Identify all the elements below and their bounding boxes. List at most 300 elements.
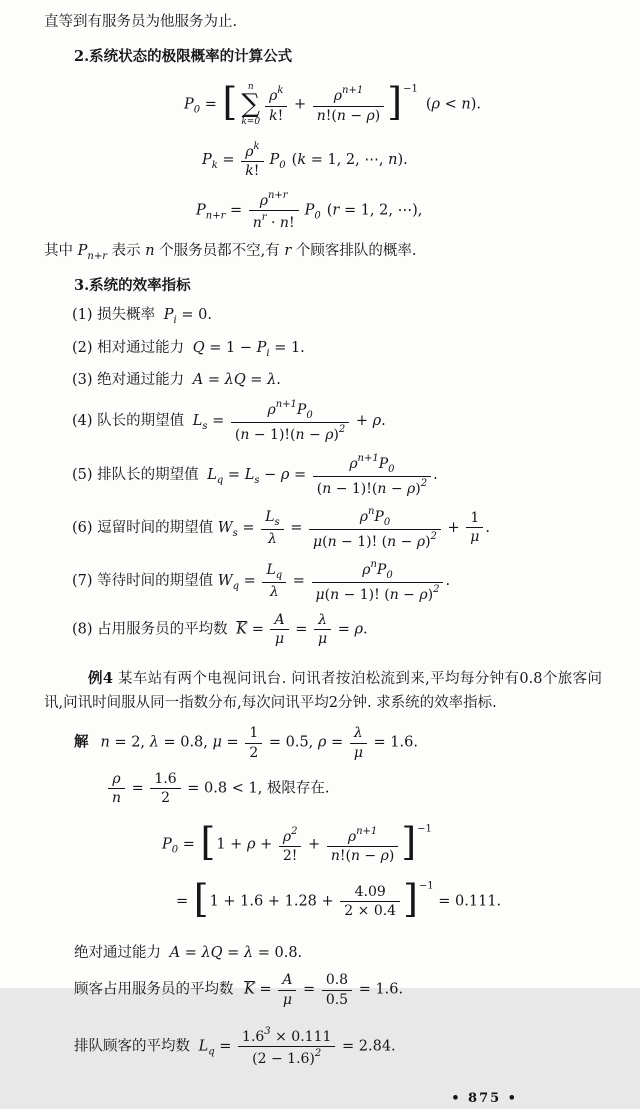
math-summation — [241, 82, 260, 127]
math-text: 排队顾客的平均数 — [74, 1038, 195, 1055]
math-variable: ρ — [347, 828, 357, 845]
math-subscript: 0 — [383, 516, 391, 528]
math-text: 1.6 — [154, 770, 177, 787]
math-variable: λ — [267, 530, 277, 547]
math-variable: ρ — [280, 466, 290, 483]
math-variable: n — [350, 847, 360, 864]
math-text: (6) 逗留时间的期望值 — [72, 519, 218, 536]
math-variable: μ — [282, 991, 292, 1008]
math-text: + — [303, 836, 325, 853]
math-text: 0.5 — [325, 991, 349, 1008]
math-fraction — [259, 508, 285, 548]
math-text: = 1 − — [204, 339, 257, 356]
math-denominator — [231, 423, 349, 444]
math-subscript: i — [266, 347, 270, 359]
math-fraction — [320, 971, 354, 1008]
section-2-heading: 2.系统状态的极限概率的计算公式 — [74, 48, 293, 66]
math-variable: n — [330, 847, 340, 864]
math-variable: n — [388, 152, 398, 169]
math-text: = — [222, 945, 244, 962]
math-variable: ρ — [325, 427, 334, 444]
math-denominator — [322, 991, 352, 1009]
math-text: = — [221, 735, 244, 752]
pnr-explanation-line — [44, 241, 602, 265]
math-variable: ρ — [354, 621, 363, 638]
math-bracket-exponent: −1 — [403, 83, 418, 95]
sigma-symbol: ∑ — [241, 89, 260, 120]
solve-label: 解 — [74, 734, 89, 752]
math-variable: n — [322, 480, 332, 497]
math-variable: λ — [318, 612, 327, 629]
math-numerator — [279, 825, 302, 847]
math-superscript: 2 — [338, 424, 346, 436]
math-subscript: 0 — [386, 569, 393, 581]
math-text: 个顾客排队的概率. — [291, 242, 417, 259]
math-text: + — [289, 96, 311, 113]
math-subscript: q — [208, 1046, 215, 1058]
math-superscript: k — [253, 141, 260, 153]
math-variable: k — [269, 107, 278, 124]
math-variable: λ — [149, 735, 159, 752]
math-denominator — [340, 902, 400, 920]
math-overline-variable: $\overline{K}$ — [244, 982, 255, 999]
math-denominator — [314, 630, 331, 648]
math-denominator — [309, 530, 441, 551]
efficiency-item-2 — [44, 338, 602, 362]
math-numerator — [245, 724, 262, 743]
math-text: = 2.84. — [337, 1038, 396, 1055]
math-text: = — [247, 621, 269, 638]
math-numerator — [350, 724, 367, 743]
math-text: × 0.111 — [270, 1028, 332, 1045]
math-variable: L — [244, 466, 255, 483]
math-variable: ρ — [362, 561, 371, 578]
math-fraction — [236, 1025, 337, 1068]
math-text: − — [359, 847, 381, 864]
math-variable: n — [377, 480, 387, 497]
math-fraction — [310, 558, 446, 604]
math-denominator — [270, 630, 288, 648]
example-4-label: 例4 — [88, 669, 113, 687]
math-variable: P — [77, 242, 88, 259]
math-variable: ρ — [416, 533, 426, 550]
math-fraction — [348, 724, 369, 761]
math-denominator — [261, 530, 283, 548]
math-text: = — [290, 621, 312, 638]
math-numerator — [466, 509, 483, 528]
math-fraction — [263, 84, 289, 124]
math-fraction — [148, 770, 182, 807]
math-subscript: 0 — [314, 210, 321, 222]
math-left-bracket: [ — [193, 877, 209, 922]
math-variable: k — [245, 163, 254, 180]
math-text: (2) 相对通过能力 — [72, 339, 189, 356]
math-text: ) — [388, 847, 395, 864]
efficiency-item-1 — [44, 305, 602, 329]
math-variable: μ — [470, 529, 480, 546]
math-numerator — [340, 883, 400, 902]
efficiency-item-6 — [44, 505, 602, 551]
math-variable: λ — [269, 583, 279, 600]
math-text: 1.6 — [242, 1028, 265, 1045]
math-text: 0.8 — [325, 972, 349, 989]
math-variable: P — [376, 561, 387, 578]
math-denominator — [279, 847, 302, 865]
math-variable: P — [162, 836, 172, 853]
page-number: • 875 • — [451, 1091, 518, 1107]
math-variable: ρ — [333, 88, 343, 105]
math-superscript: 2 — [420, 477, 428, 489]
math-subscript: 0 — [171, 844, 179, 856]
limit-existence-check — [44, 770, 602, 807]
math-variable: P — [378, 455, 389, 472]
math-text: ! — [288, 214, 295, 231]
math-variable: ρ — [407, 480, 416, 497]
math-variable: ρ — [359, 508, 368, 525]
p0-calculation-line-1 — [44, 817, 602, 872]
math-subscript: s — [274, 516, 280, 528]
math-denominator — [265, 107, 287, 125]
math-fraction — [312, 611, 333, 648]
math-variable: ρ — [366, 107, 375, 124]
math-text: 4.09 — [354, 884, 386, 901]
math-variable: ρ — [246, 836, 256, 853]
math-subscript: s — [232, 527, 238, 539]
math-fraction — [229, 398, 351, 444]
math-numerator — [262, 561, 286, 583]
math-subscript: 0 — [279, 160, 286, 172]
math-text: ( — [316, 480, 323, 497]
math-variable: λQ — [224, 372, 246, 389]
math-fraction — [260, 561, 288, 601]
math-denominator — [312, 583, 444, 604]
math-text: + — [255, 836, 277, 853]
math-fraction — [243, 724, 264, 761]
math-variable: n — [330, 586, 340, 603]
math-text: ). — [470, 96, 482, 113]
math-text: = — [288, 573, 310, 590]
math-fraction — [276, 971, 298, 1008]
formula-pk-definition — [44, 140, 602, 180]
math-fraction — [247, 189, 301, 232]
math-variable: P — [269, 152, 280, 169]
math-text: − 1)! ( — [336, 533, 388, 550]
math-text: = — [180, 945, 202, 962]
math-numerator — [312, 558, 444, 583]
math-text: ) — [427, 586, 434, 603]
math-variable: λ — [353, 725, 363, 742]
math-text: (2 − 1.6) — [252, 1050, 315, 1067]
math-variable: r — [332, 202, 340, 219]
efficiency-item-8 — [44, 611, 602, 648]
math-text: ) — [374, 107, 381, 124]
math-fraction — [268, 611, 290, 648]
math-text: = — [178, 836, 200, 853]
math-text: (7) 等待时间的期望值 — [72, 573, 218, 590]
math-variable: n — [295, 427, 305, 444]
math-bracket-exponent: −1 — [418, 880, 434, 892]
kbar-result — [44, 971, 602, 1008]
example-4-body: 某车站有两个电视问讯台. 问讯者按泊松流到来,平均每分钟有0.8个旅客问讯,问讯时间服从同一指数分布,每次问讯平均2分钟. 求系统的效率指标. — [44, 670, 602, 712]
math-denominator — [350, 744, 367, 762]
math-variable: P — [163, 307, 174, 324]
math-variable: n — [336, 107, 346, 124]
math-variable: ρ — [431, 96, 441, 113]
math-text: 个服务员都不空,有 — [154, 242, 285, 259]
math-sum-upper: n — [247, 81, 254, 92]
math-variable: L — [265, 508, 275, 525]
math-variable: ρ — [372, 413, 382, 430]
math-text: < — [440, 96, 462, 113]
math-variable: μ — [274, 631, 285, 648]
math-text: − 1)!( — [331, 480, 378, 497]
math-variable: Q — [192, 339, 205, 356]
math-superscript: 2 — [433, 583, 440, 595]
math-variable: A — [192, 372, 204, 389]
math-variable: P — [304, 202, 315, 219]
math-variable: n — [389, 586, 399, 603]
math-text: 2 — [161, 789, 170, 806]
math-fraction — [338, 883, 402, 920]
math-fraction — [106, 770, 127, 807]
math-text: 2 — [249, 744, 259, 761]
math-text: − — [398, 586, 420, 603]
math-text: = 1, 2, ⋯, — [306, 152, 389, 169]
math-text: = 0.5, — [264, 735, 318, 752]
math-subscript: 0 — [306, 410, 313, 422]
math-variable: L — [198, 1038, 209, 1055]
math-fraction — [311, 452, 433, 498]
math-subscript: n+r — [87, 250, 107, 262]
math-bracket-exponent: −1 — [417, 823, 432, 835]
math-text: ! — [253, 163, 260, 180]
math-superscript: n — [367, 505, 375, 517]
math-denominator — [108, 789, 125, 807]
example-4-paragraph — [44, 667, 602, 717]
math-text: ( — [234, 427, 241, 444]
math-right-bracket: ] — [387, 80, 403, 125]
math-variable: λ — [267, 372, 277, 389]
math-text: ( — [425, 96, 432, 113]
math-numerator — [270, 611, 288, 630]
math-variable: ρ — [317, 735, 327, 752]
math-text: ) — [425, 533, 431, 550]
math-numerator — [313, 452, 431, 477]
math-right-bracket: ] — [403, 877, 418, 922]
math-variable: λQ — [201, 945, 223, 962]
math-text: = — [289, 466, 311, 483]
math-text: + — [351, 413, 373, 430]
math-numerator — [238, 1025, 335, 1047]
math-subscript: 0 — [193, 104, 201, 116]
math-variable: n — [112, 789, 122, 806]
math-subscript: q — [275, 569, 283, 581]
math-text: ( — [322, 533, 328, 550]
math-text: (8) 占用服务员的平均数 — [72, 621, 233, 638]
math-text: − — [304, 427, 326, 444]
math-text: (5) 排队长的期望值 — [72, 466, 204, 483]
math-variable: n — [316, 107, 326, 124]
math-text: ( — [324, 586, 331, 603]
math-numerator — [231, 398, 349, 423]
math-variable: A — [169, 945, 181, 962]
math-text: 顾客占用服务员的平均数 — [74, 982, 239, 999]
math-text: . — [433, 466, 438, 483]
math-text: . — [381, 413, 386, 430]
math-text: + — [442, 519, 465, 536]
math-text: . — [445, 573, 451, 590]
math-text: = — [237, 519, 260, 536]
math-variable: P — [184, 96, 194, 113]
math-superscript: n+1 — [342, 85, 364, 97]
math-subscript: n+r — [205, 210, 226, 222]
math-variable: A — [282, 972, 293, 989]
p0-calculation-line-2 — [44, 874, 602, 929]
math-text: = 1, 2, ⋯), — [339, 202, 423, 219]
math-variable: λ — [243, 945, 254, 962]
section-3-heading: 3.系统的效率指标 — [74, 277, 191, 295]
math-text: − — [345, 107, 367, 124]
math-text: . — [363, 621, 368, 638]
math-subscript: s — [202, 421, 208, 433]
math-variable: L — [192, 413, 203, 430]
math-text: (3) 绝对通过能力 — [72, 372, 189, 389]
math-superscript: n+r — [267, 189, 288, 201]
math-text: 绝对通过能力 — [74, 945, 166, 962]
math-denominator — [278, 991, 296, 1009]
math-variable: P — [256, 339, 267, 356]
math-superscript: 2 — [291, 825, 298, 837]
math-text: − — [396, 533, 417, 550]
efficiency-item-3 — [44, 370, 602, 391]
math-variable: n — [387, 533, 397, 550]
math-variable: ρ — [112, 770, 121, 787]
math-denominator — [238, 1047, 335, 1068]
math-superscript: r — [261, 211, 267, 223]
math-text: = 0.8. — [253, 945, 303, 962]
math-variable: ρ — [419, 586, 428, 603]
math-numerator — [313, 84, 385, 106]
math-variable: μ — [353, 744, 363, 761]
math-text: = — [223, 466, 245, 483]
math-text: = — [245, 372, 268, 389]
math-variable: ρ — [269, 88, 278, 105]
math-numerator — [108, 770, 125, 789]
math-numerator — [150, 770, 180, 789]
math-numerator — [265, 84, 287, 106]
efficiency-item-5 — [44, 452, 602, 498]
math-text: = 1. — [269, 339, 305, 356]
math-text: = — [214, 1038, 237, 1055]
math-variable: r — [284, 242, 292, 259]
math-text: = 1.6. — [354, 982, 404, 999]
math-denominator — [249, 211, 299, 232]
math-overline-variable: $\overline{K}$ — [236, 621, 248, 638]
math-subscript: i — [173, 315, 177, 327]
math-numerator — [322, 971, 352, 990]
math-numerator — [309, 505, 441, 530]
math-text: = — [333, 621, 355, 638]
math-text: = — [239, 573, 261, 590]
math-variable: n — [145, 242, 155, 259]
lq-result — [44, 1025, 602, 1068]
math-variable: μ — [315, 586, 325, 603]
math-text: − 1)! ( — [339, 586, 390, 603]
math-variable: ρ — [349, 455, 358, 472]
math-text: 2 × 0.4 — [344, 903, 397, 920]
math-text: = 1.6. — [368, 735, 418, 752]
math-variable: k — [297, 152, 307, 169]
math-variable: μ — [317, 631, 328, 648]
math-fraction — [239, 140, 265, 180]
math-denominator — [262, 583, 286, 601]
math-text: (1) 损失概率 — [72, 307, 160, 324]
math-subscript: s — [254, 474, 260, 486]
math-variable: W — [217, 573, 233, 590]
math-variable: ρ — [267, 402, 276, 419]
math-fraction — [277, 825, 304, 865]
math-text: − — [259, 466, 281, 483]
math-text: = — [285, 519, 307, 536]
efficiency-item-4 — [44, 398, 602, 444]
math-fraction — [325, 825, 401, 865]
math-numerator — [278, 971, 296, 990]
math-text: 1 + 1.6 + 1.28 + — [209, 893, 339, 910]
math-text: = — [225, 202, 247, 219]
math-text: = — [298, 982, 320, 999]
math-superscript: 2 — [314, 1047, 322, 1059]
math-fraction — [311, 84, 387, 124]
math-numerator — [249, 189, 299, 211]
math-sum-lower: k=0 — [241, 116, 261, 127]
math-subscript: q — [232, 581, 240, 593]
math-variable: ρ — [259, 192, 268, 209]
math-text: ! — [277, 107, 284, 124]
efficiency-item-7 — [44, 558, 602, 604]
math-text: 其中 — [44, 242, 78, 259]
math-variable: ρ — [380, 847, 389, 864]
math-text: !( — [339, 847, 351, 864]
math-variable: A — [274, 612, 285, 629]
formula-pnr-definition — [44, 189, 602, 232]
math-superscript: n+1 — [275, 399, 297, 411]
math-text: = — [254, 982, 277, 999]
math-variable: P — [196, 202, 206, 219]
solution-parameters-line — [44, 724, 602, 761]
math-text: (4) 队长的期望值 — [72, 413, 189, 430]
math-text: 2! — [282, 847, 298, 864]
math-variable: n — [279, 214, 289, 231]
math-denominator — [150, 789, 180, 807]
math-text: 1 — [249, 725, 259, 742]
math-subscript: k — [211, 160, 218, 172]
math-text: ). — [397, 152, 408, 169]
math-text: = 0.111. — [433, 893, 502, 910]
math-variable: L — [207, 466, 217, 483]
math-superscript: n+1 — [356, 825, 378, 837]
math-variable: n — [461, 96, 471, 113]
math-text: !( — [325, 107, 337, 124]
math-numerator — [241, 140, 263, 162]
math-text: = 0.8 < 1, 极限存在. — [182, 780, 330, 797]
math-subscript: 0 — [388, 463, 395, 475]
math-variable: n — [240, 427, 250, 444]
math-text: . — [276, 372, 281, 389]
math-text: = 0.8, — [158, 735, 213, 752]
math-variable: n — [252, 214, 262, 231]
math-text: 1 + — [216, 836, 247, 853]
math-numerator — [261, 508, 283, 530]
